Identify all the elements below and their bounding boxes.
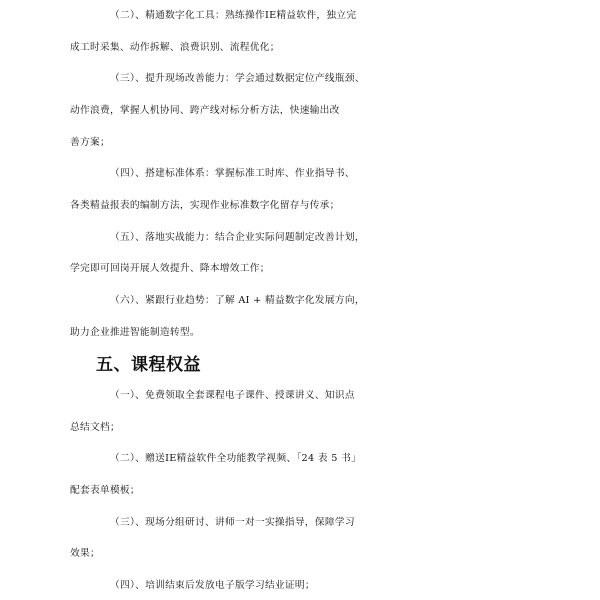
s5-item4-line1: （四）、培训结束后发放电子版学习结业证明； bbox=[110, 580, 315, 591]
s5-item1-line1: （一）、免费领取全套课程电子课件、授课讲义、知识点 bbox=[110, 390, 355, 401]
section-5-heading: 五、课程权益 bbox=[96, 355, 201, 376]
s4-item2-line2: 成工时采集、动作拆解、浪费识别、流程优化； bbox=[70, 41, 280, 53]
s5-item2-line1: （二）、赠送IE精益软件全功能教学视频、「24 表 5 书」 bbox=[110, 453, 362, 465]
s4-item3-line3: 善方案； bbox=[70, 136, 110, 148]
s5-item3-line1: （三）、现场分组研讨、讲师一对一实操指导，保障学习 bbox=[110, 516, 355, 528]
s4-item2-line1: （二）、精通数字化工具：熟练操作IE精益软件，独立完 bbox=[110, 10, 357, 21]
s5-item3-line2: 效果； bbox=[70, 548, 100, 560]
s4-item3-line2: 动作浪费，掌握人机协同、跨产线对标分析方法，快速输出改 bbox=[70, 105, 340, 116]
s4-item6-line2: 助力企业推进智能制造转型。 bbox=[70, 326, 200, 338]
s4-item4-line1: （四）、搭建标准体系：掌握标准工时库、作业指导书、 bbox=[110, 168, 355, 180]
s5-item2-line2: 配套表单模板； bbox=[70, 485, 140, 496]
s4-item5-line2: 学完即可回岗开展人效提升、降本增效工作； bbox=[70, 263, 270, 275]
s4-item6-line1: （六）、紧跟行业趋势：了解 AI + 精益数字化发展方向， bbox=[110, 295, 365, 306]
s4-item3-line1: （三）、提升现场改善能力：学会通过数据定位产线瓶颈、 bbox=[110, 73, 365, 85]
s5-item1-line2: 总结文档； bbox=[70, 421, 120, 433]
s4-item5-line1: （五）、落地实战能力：结合企业实际问题制定改善计划， bbox=[110, 231, 365, 243]
s4-item4-line2: 各类精益报表的编制方法，实现作业标准数字化留存与传承； bbox=[70, 200, 340, 211]
